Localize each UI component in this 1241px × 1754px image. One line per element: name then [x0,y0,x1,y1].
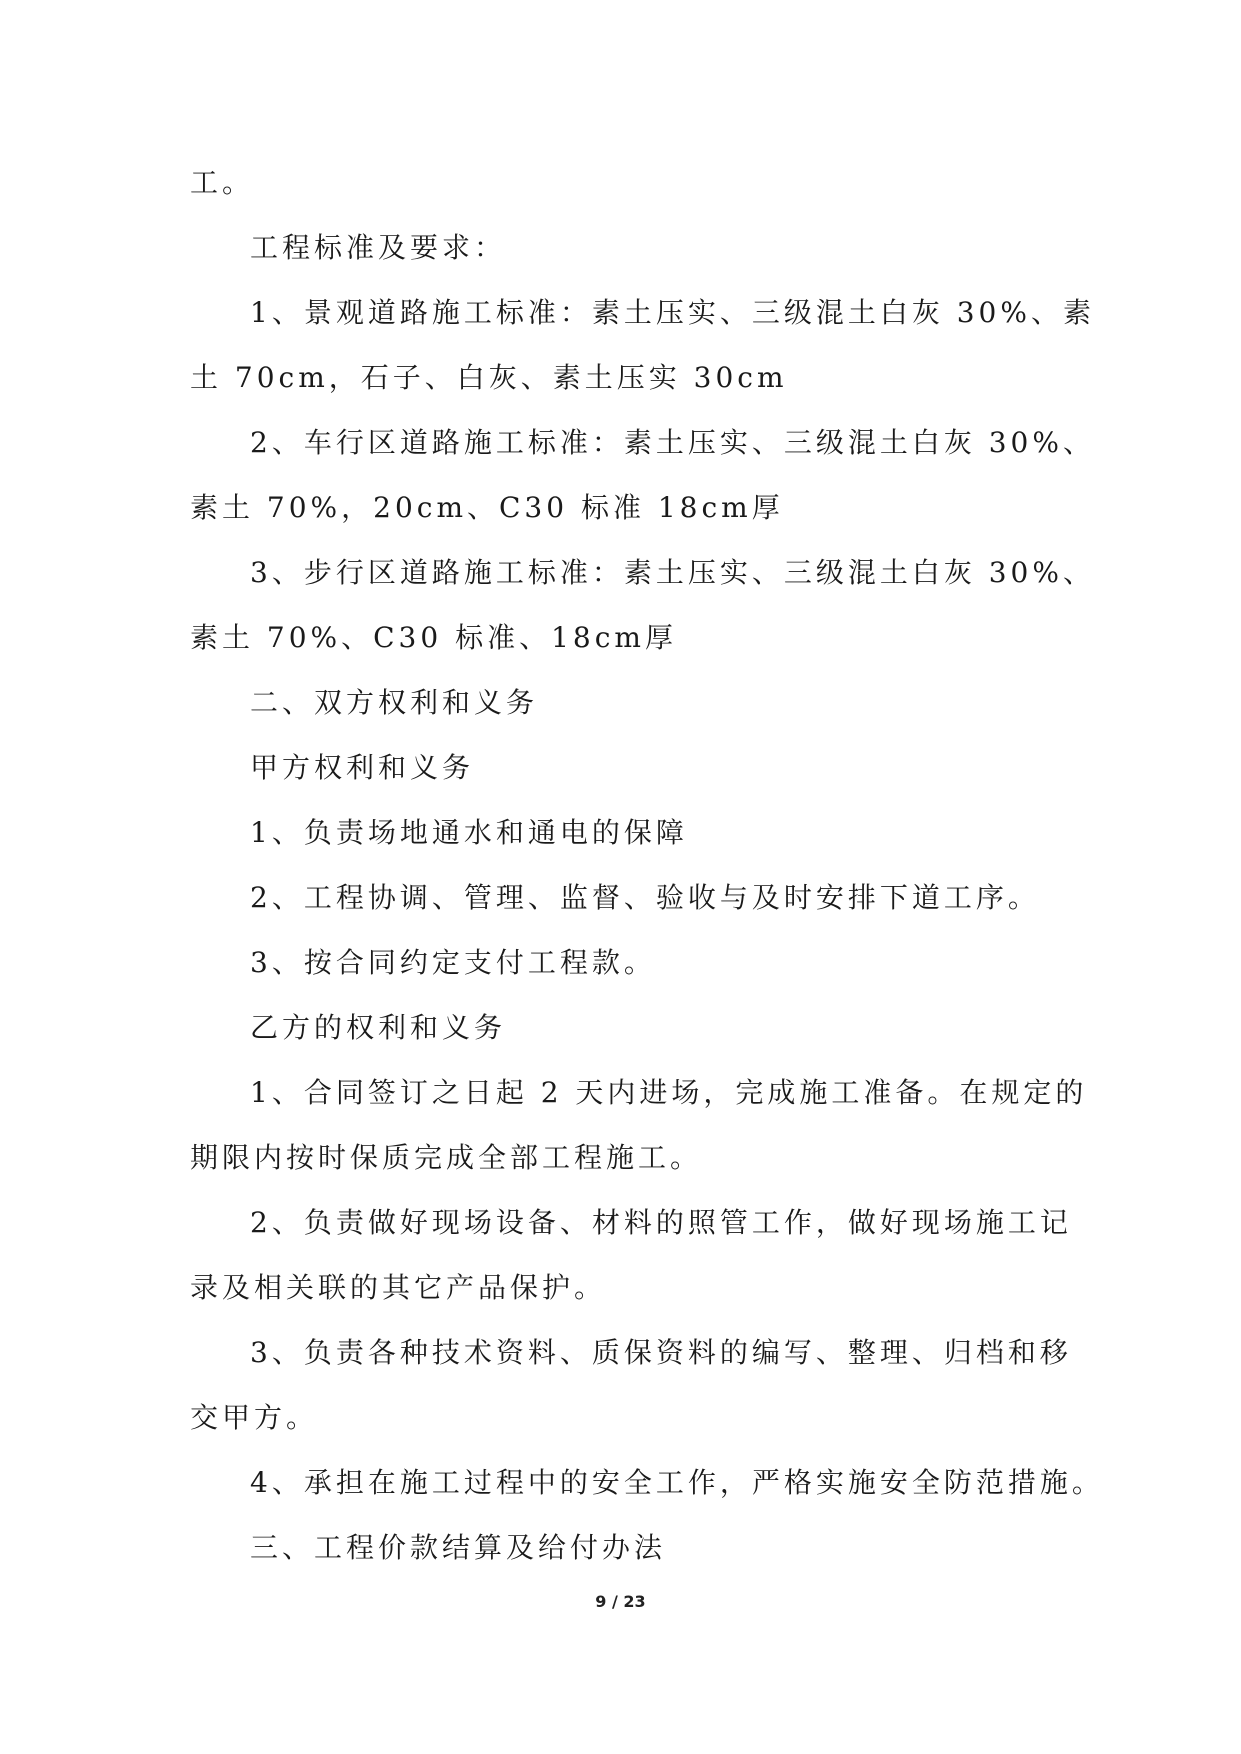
text-line: 素土 70%、C30 标准、18cm厚 [190,621,677,654]
subsection-heading: 甲方权利和义务 [250,751,475,784]
section-heading: 二、双方权利和义务 [250,686,539,719]
text-line: 录及相关联的其它产品保护。 [190,1271,607,1304]
text-line: 4、承担在施工过程中的安全工作，严格实施安全防范措施。 [250,1466,1104,1499]
text-line: 3、负责各种技术资料、质保资料的编写、整理、归档和移 [250,1336,1072,1369]
text-line: 土 70cm，石子、白灰、素土压实 30cm [190,361,788,394]
page-number: 9 / 23 [595,1592,646,1611]
text-line: 1、负责场地通水和通电的保障 [250,816,688,849]
text-line: 2、车行区道路施工标准：素土压实、三级混土白灰 30%、 [250,426,1095,459]
text-line: 2、工程协调、管理、监督、验收与及时安排下道工序。 [250,881,1040,914]
text-line: 交甲方。 [190,1401,319,1434]
text-line: 1、景观道路施工标准：素土压实、三级混土白灰 30%、素 [250,296,1095,329]
text-line: 素土 70%，20cm、C30 标准 18cm厚 [190,491,784,524]
text-line: 3、步行区道路施工标准：素土压实、三级混土白灰 30%、 [250,556,1095,589]
text-line: 工。 [190,166,255,199]
text-line: 2、负责做好现场设备、材料的照管工作，做好现场施工记 [250,1206,1072,1239]
section-heading: 工程标准及要求： [250,231,507,264]
text-line: 期限内按时保质完成全部工程施工。 [190,1141,703,1174]
section-heading: 三、工程价款结算及给付办法 [250,1531,667,1564]
document-body [190,150,1104,1580]
subsection-heading: 乙方的权利和义务 [250,1011,507,1044]
text-line: 3、按合同约定支付工程款。 [250,946,656,979]
text-line: 1、合同签订之日起 2 天内进场，完成施工准备。在规定的 [250,1076,1088,1109]
